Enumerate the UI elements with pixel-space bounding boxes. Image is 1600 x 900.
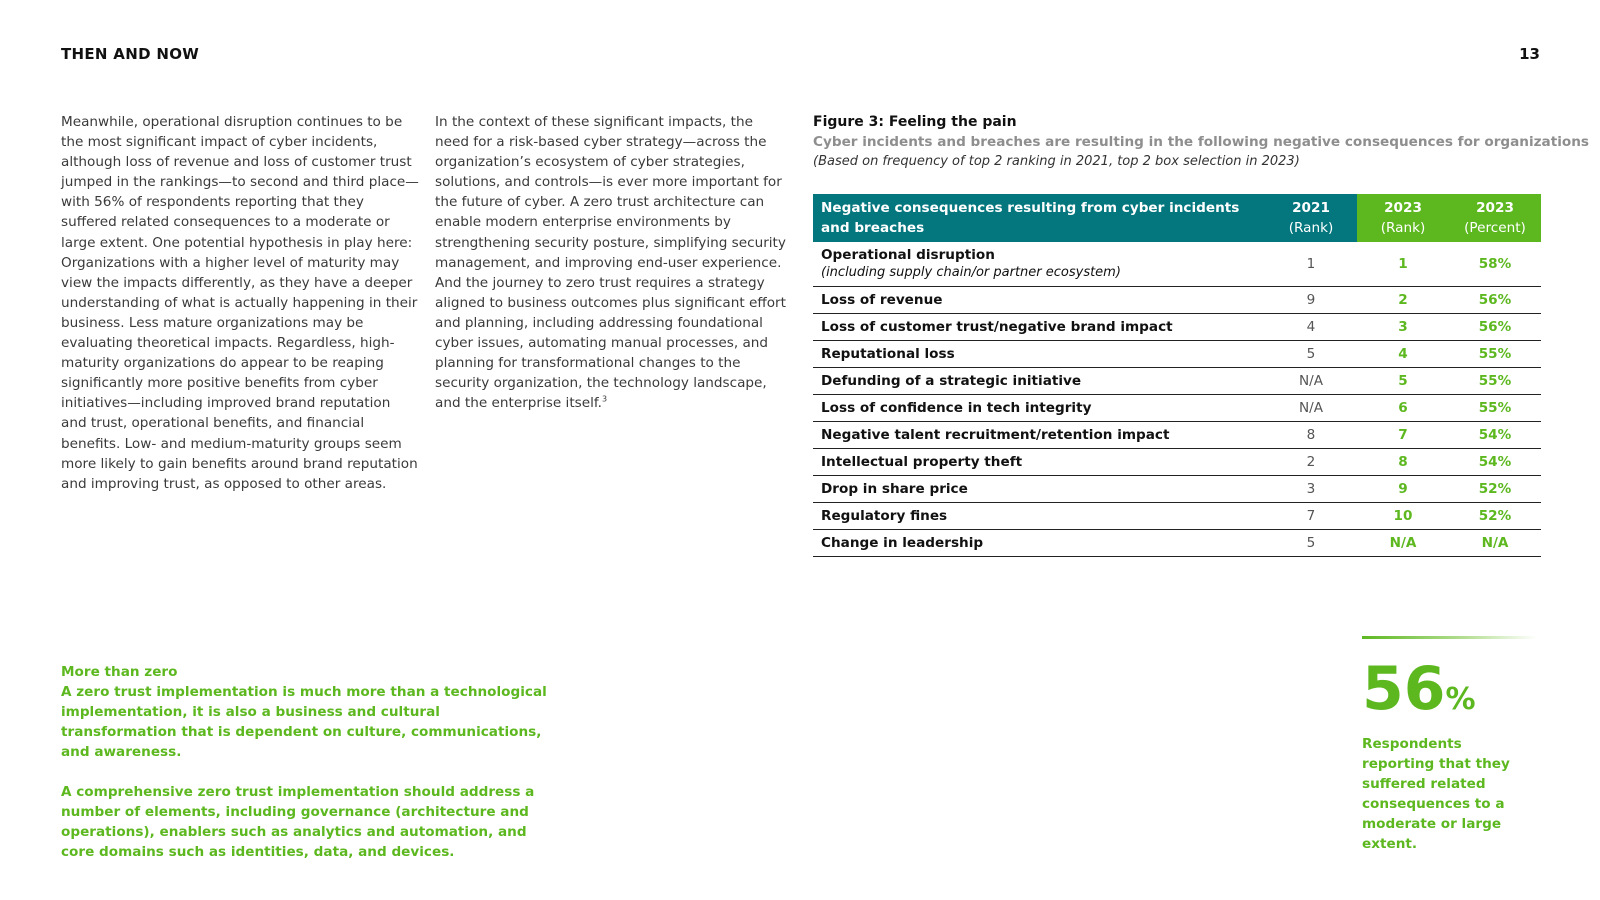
callout-title: More than zero	[61, 664, 178, 680]
table-header-row	[813, 194, 1541, 242]
header-2023-rank	[1357, 194, 1449, 242]
rank-2021-cell: 1	[1265, 242, 1357, 287]
row-consequence	[813, 449, 1265, 476]
percent-2023-cell: 55%	[1449, 368, 1541, 395]
row-consequence	[813, 368, 1265, 395]
row-label: Negative talent recruitment/retention impact	[821, 427, 1170, 443]
percent-2023-cell: 54%	[1449, 449, 1541, 476]
rank-2023-cell: 3	[1357, 314, 1449, 341]
row-label: Operational disruption	[821, 247, 995, 263]
rank-2021-cell: 9	[1265, 287, 1357, 314]
rank-2021-cell: 5	[1265, 530, 1357, 557]
stat-callout	[1362, 636, 1540, 854]
table-row	[813, 314, 1541, 341]
table-row	[813, 422, 1541, 449]
rank-2023-cell: 8	[1357, 449, 1449, 476]
percent-2023-cell: N/A	[1449, 530, 1541, 557]
stat-divider	[1362, 636, 1537, 639]
rank-2021-cell: 8	[1265, 422, 1357, 449]
rank-2023-cell: 1	[1357, 242, 1449, 287]
figure-note: (Based on frequency of top 2 ranking in 2021, top 2 box selection in 2023)	[813, 154, 1300, 169]
rank-2021-cell: N/A	[1265, 395, 1357, 422]
header-2021-rank	[1265, 194, 1357, 242]
page-number: 13	[1519, 45, 1540, 63]
percent-2023-cell: 55%	[1449, 341, 1541, 368]
rank-2021-cell: N/A	[1265, 368, 1357, 395]
rank-2023-cell: 2	[1357, 287, 1449, 314]
header-year: 2023	[1476, 200, 1514, 216]
callout-paragraph: A comprehensive zero trust implementation should address a number of elements, including governance (architecture and operations), enablers such as analytics and automation, and core domains such as identities, data, and devices.	[61, 784, 535, 860]
percent-2023-cell: 58%	[1449, 242, 1541, 287]
table-row	[813, 503, 1541, 530]
row-consequence	[813, 287, 1265, 314]
row-label: Regulatory fines	[821, 508, 948, 524]
footnote-marker: 3	[602, 394, 608, 404]
row-consequence	[813, 242, 1265, 287]
rank-2021-cell: 2	[1265, 449, 1357, 476]
row-consequence	[813, 476, 1265, 503]
rank-2023-cell: N/A	[1357, 530, 1449, 557]
percent-2023-cell: 56%	[1449, 314, 1541, 341]
rank-2023-cell: 9	[1357, 476, 1449, 503]
rank-2023-cell: 5	[1357, 368, 1449, 395]
table-row	[813, 287, 1541, 314]
row-label: Reputational loss	[821, 346, 955, 362]
figure-subtitle: Cyber incidents and breaches are resulting in the following negative consequences for organizations	[813, 134, 1589, 150]
table-row	[813, 368, 1541, 395]
row-consequence	[813, 395, 1265, 422]
table-row	[813, 395, 1541, 422]
header-unit: (Rank)	[1288, 220, 1334, 236]
body-paragraph: Meanwhile, operational disruption continues to be the most significant impact of cyber incidents, although loss of revenue and loss of customer trust jumped in the rankings—to second and third place—with 56% of respondents reporting that they suffered related consequences to a moderate or large extent. One potential hypothesis in play here: Organizations with a higher level of maturity may view the impacts differently, as they have a deeper understanding of what is actually happening in their business. Less mature organizations may be evaluating theoretical impacts. Regardless, high-maturity organizations do appear to be reaping significantly more positive benefits from cyber initiatives—including improved brand reputation and trust, operational benefits, and financial benefits. Low- and medium-maturity groups seem more likely to gain benefits around brand reputation and improving trust, as opposed to other areas.	[61, 114, 419, 492]
header-unit: (Percent)	[1464, 220, 1526, 236]
table-row	[813, 341, 1541, 368]
row-consequence	[813, 341, 1265, 368]
percent-2023-cell: 52%	[1449, 503, 1541, 530]
body-column-middle	[435, 112, 787, 413]
row-label: Drop in share price	[821, 481, 968, 497]
consequences-table	[813, 194, 1541, 557]
row-label: Change in leadership	[821, 535, 984, 551]
callout-more-than-zero	[61, 662, 551, 862]
body-column-left	[61, 112, 419, 494]
rank-2023-cell: 4	[1357, 341, 1449, 368]
table-body	[813, 242, 1541, 557]
section-title: THEN AND NOW	[61, 45, 200, 63]
figure-title: Figure 3: Feeling the pain	[813, 114, 1017, 130]
row-consequence	[813, 422, 1265, 449]
rank-2021-cell: 7	[1265, 503, 1357, 530]
row-sublabel: (including supply chain/or partner ecosystem)	[821, 265, 1121, 280]
header-consequence: Negative consequences resulting from cyber incidents and breaches	[813, 194, 1265, 242]
row-consequence	[813, 503, 1265, 530]
percent-2023-cell: 52%	[1449, 476, 1541, 503]
percent-2023-cell: 56%	[1449, 287, 1541, 314]
stat-description: Respondents reporting that they suffered related consequences to a moderate or large extent.	[1362, 736, 1510, 852]
rank-2023-cell: 10	[1357, 503, 1449, 530]
header-2023-percent	[1449, 194, 1541, 242]
rank-2023-cell: 6	[1357, 395, 1449, 422]
row-consequence	[813, 314, 1265, 341]
percent-2023-cell: 55%	[1449, 395, 1541, 422]
header-year: 2023	[1384, 200, 1422, 216]
row-label: Loss of customer trust/negative brand impact	[821, 319, 1173, 335]
figure-caption	[813, 112, 1589, 172]
row-label: Loss of revenue	[821, 292, 943, 308]
row-consequence	[813, 530, 1265, 557]
row-label: Defunding of a strategic initiative	[821, 373, 1082, 389]
rank-2021-cell: 4	[1265, 314, 1357, 341]
rank-2021-cell: 5	[1265, 341, 1357, 368]
percent-2023-cell: 54%	[1449, 422, 1541, 449]
stat-value	[1362, 654, 1540, 732]
body-paragraph	[435, 112, 787, 413]
callout-paragraph: A zero trust implementation is much more than a technological implementation, it is also a business and cultural transformation that is dependent on culture, communications, and awareness.	[61, 684, 547, 760]
table-row	[813, 476, 1541, 503]
table-row	[813, 449, 1541, 476]
table-row	[813, 242, 1541, 287]
rank-2023-cell: 7	[1357, 422, 1449, 449]
stat-number: 56	[1362, 654, 1446, 724]
header-year: 2021	[1292, 200, 1330, 216]
body-paragraph-text: In the context of these significant impacts, the need for a risk-based cyber strategy—across the organization’s ecosystem of cyber strategies, solutions, and controls—is ever more important for the future of cyber. A zero trust architecture can enable modern enterprise environments by strengthening security posture, simplifying security management, and improving end-user experience. And the journey to zero trust requires a strategy aligned to business outcomes plus significant effort and planning, including addressing foundational cyber issues, automating manual processes, and planning for transformational changes to the security organization, the technology landscape, and the enterprise itself.	[435, 114, 786, 412]
row-label: Intellectual property theft	[821, 454, 1023, 470]
rank-2021-cell: 3	[1265, 476, 1357, 503]
table-row	[813, 530, 1541, 557]
header-unit: (Rank)	[1380, 220, 1426, 236]
row-label: Loss of confidence in tech integrity	[821, 400, 1092, 416]
stat-unit: %	[1445, 682, 1476, 717]
